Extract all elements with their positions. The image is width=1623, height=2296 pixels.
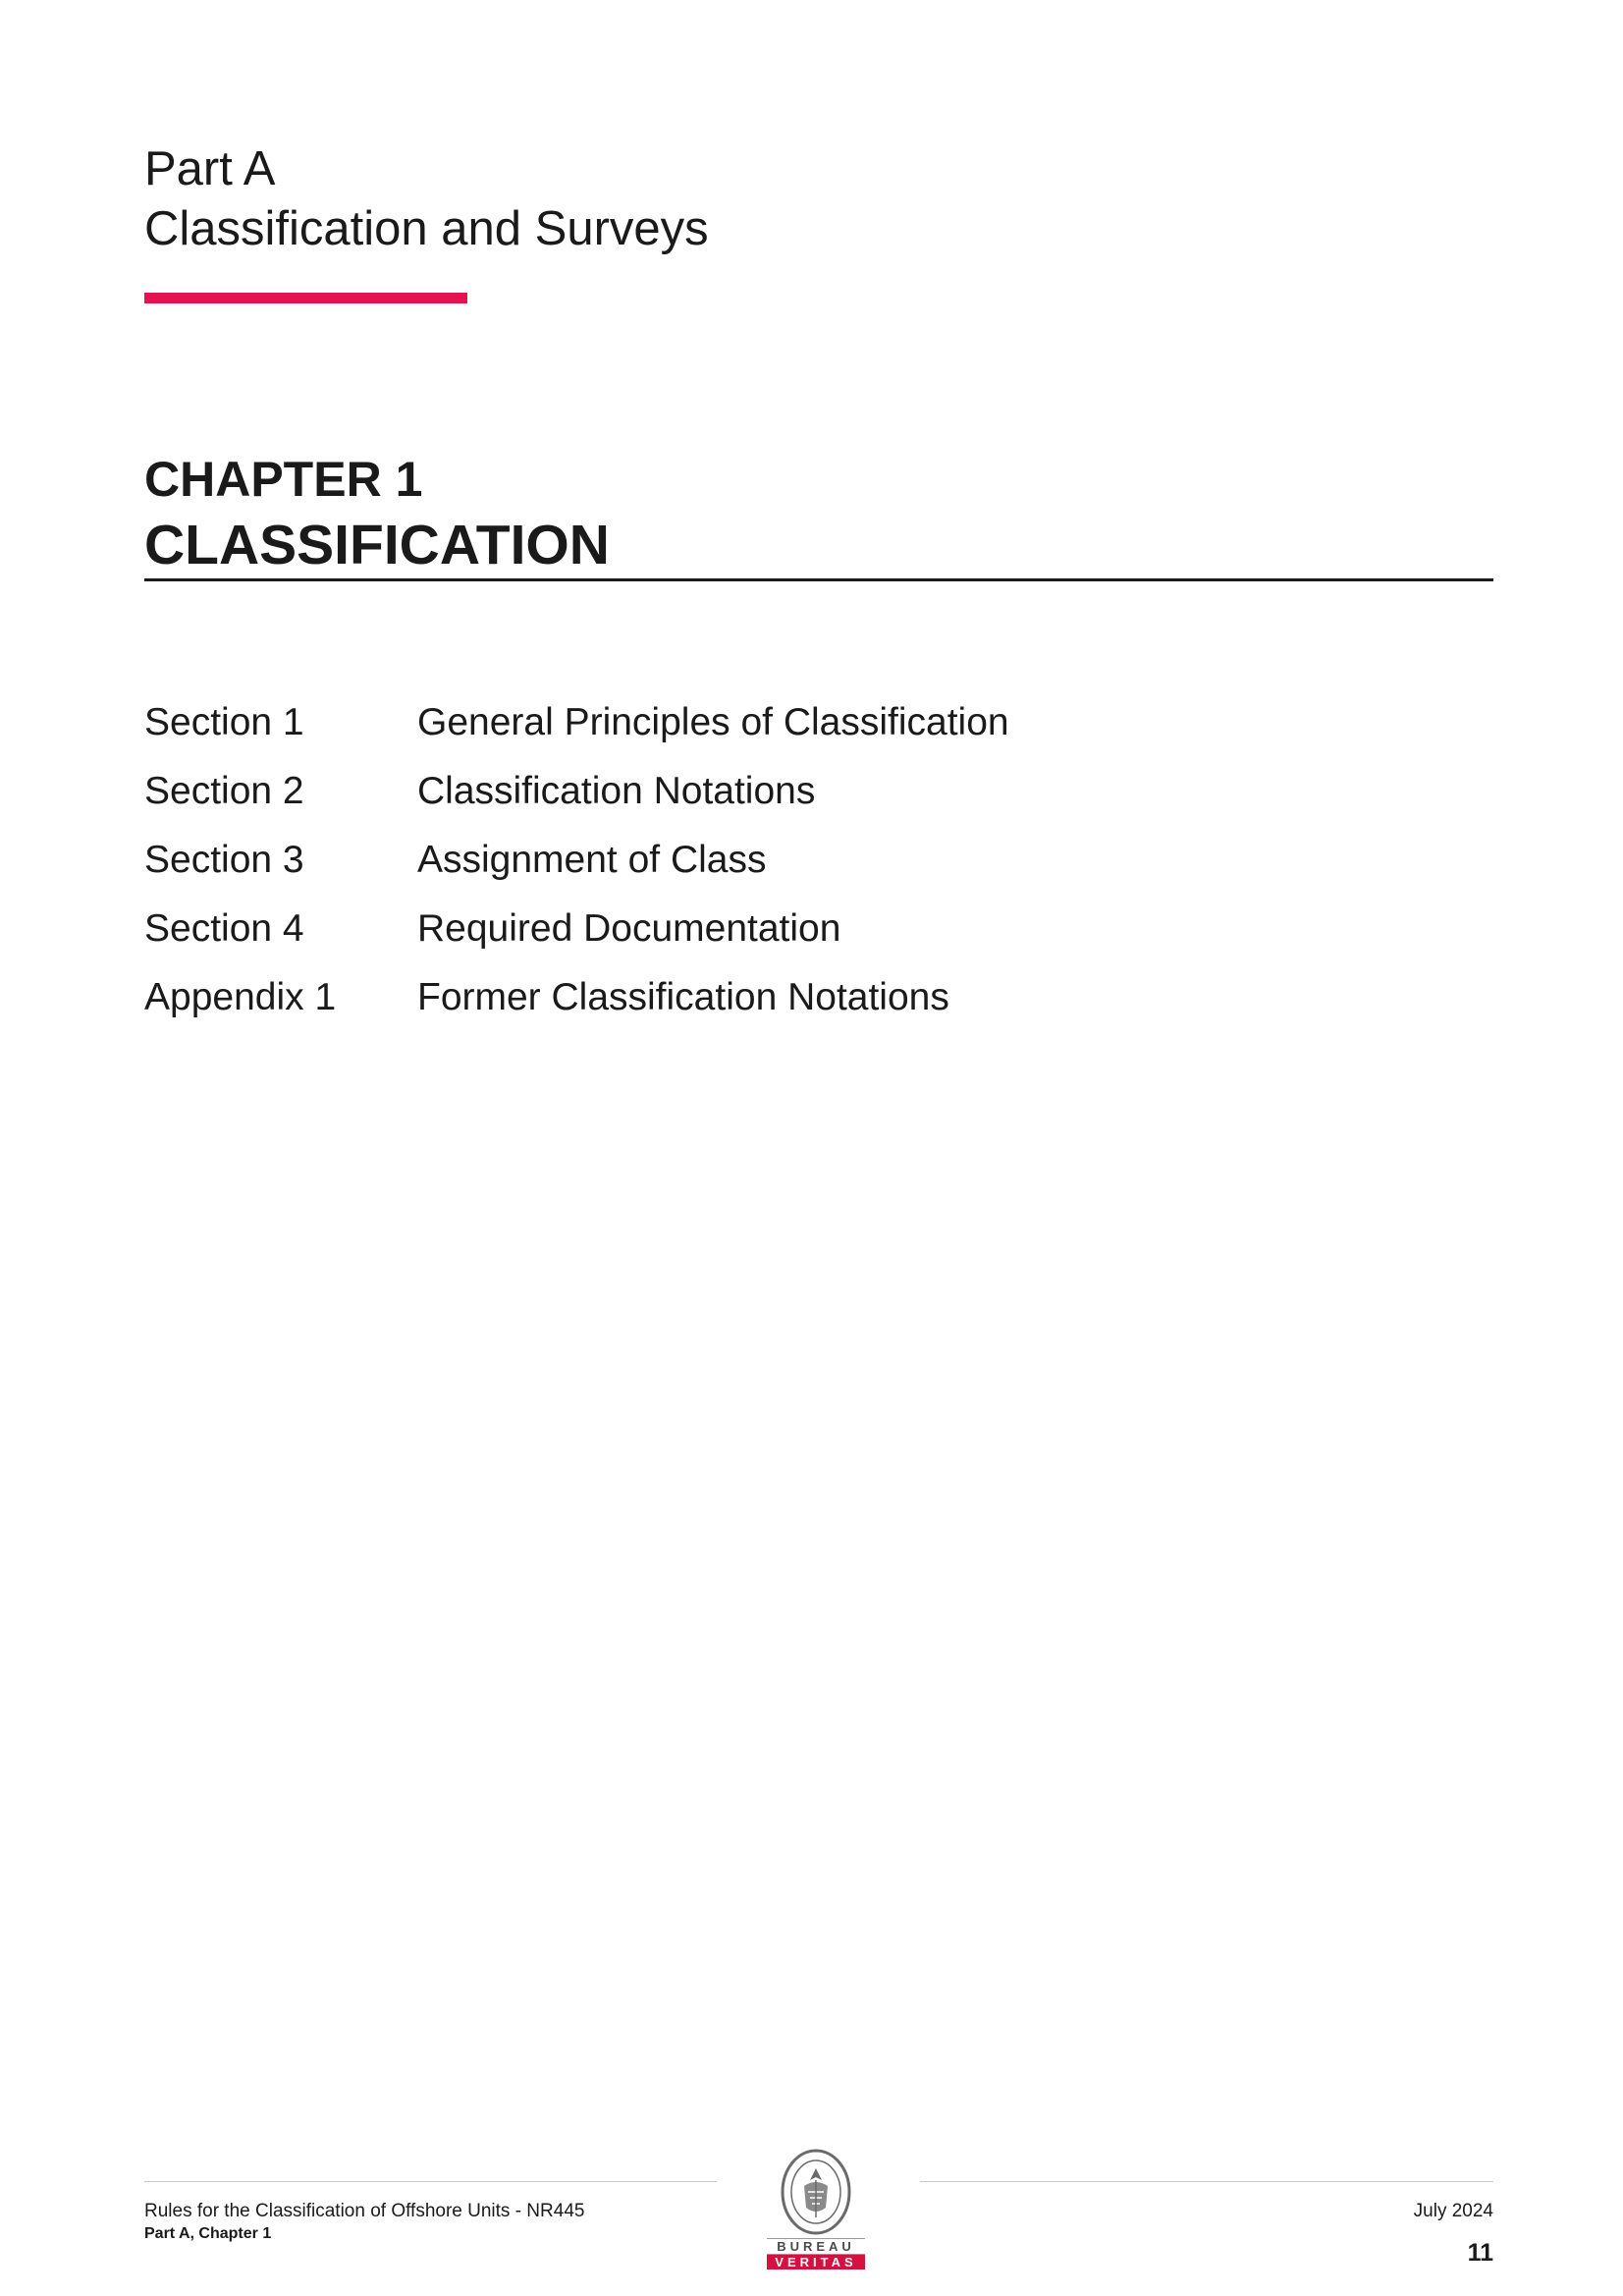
footer-part-chapter: Part A, Chapter 1 [144,2225,272,2242]
footer-divider-left [144,2181,717,2182]
chapter-number: CHAPTER 1 [144,452,423,507]
toc-entry-title: Classification Notations [417,770,816,812]
toc-entry-label: Appendix 1 [144,976,337,1018]
toc-entry-title: Assignment of Class [417,839,767,881]
toc-entry-section-4[interactable] [144,895,1421,963]
logo-word-bottom: VERITAS [767,2255,865,2269]
logo-word-top: BUREAU [767,2238,865,2255]
part-title: Classification and Surveys [144,202,709,255]
toc-entry-section-3[interactable] [144,826,1421,895]
footer-document-info [144,2200,733,2245]
toc-entry-label: Section 3 [144,839,304,881]
footer-document-title: Rules for the Classification of Offshore Units - NR445 [144,2201,585,2221]
chapter-title: CLASSIFICATION [144,514,610,576]
bureau-veritas-logo [767,2147,865,2270]
toc-entry-title: Required Documentation [417,907,841,950]
toc-entry-title: General Principles of Classification [417,701,1009,743]
table-of-contents [144,688,1421,1032]
toc-entry-label: Section 2 [144,770,304,812]
toc-entry-title: Former Classification Notations [417,976,949,1018]
toc-entry-label: Section 1 [144,701,304,743]
part-label: Part A [144,142,276,195]
page-number: 11 [1467,2239,1493,2267]
footer-date: July 2024 [1413,2201,1493,2221]
part-accent-rule [144,293,467,303]
bureau-veritas-seal-icon [767,2147,865,2237]
toc-entry-section-2[interactable] [144,757,1421,826]
chapter-divider [144,578,1493,581]
toc-entry-label: Section 4 [144,907,304,950]
chapter-heading [144,448,1492,579]
toc-entry-appendix-1[interactable] [144,963,1421,1032]
toc-entry-section-1[interactable] [144,688,1421,757]
part-heading [144,139,1126,259]
footer-divider-right [920,2181,1493,2182]
